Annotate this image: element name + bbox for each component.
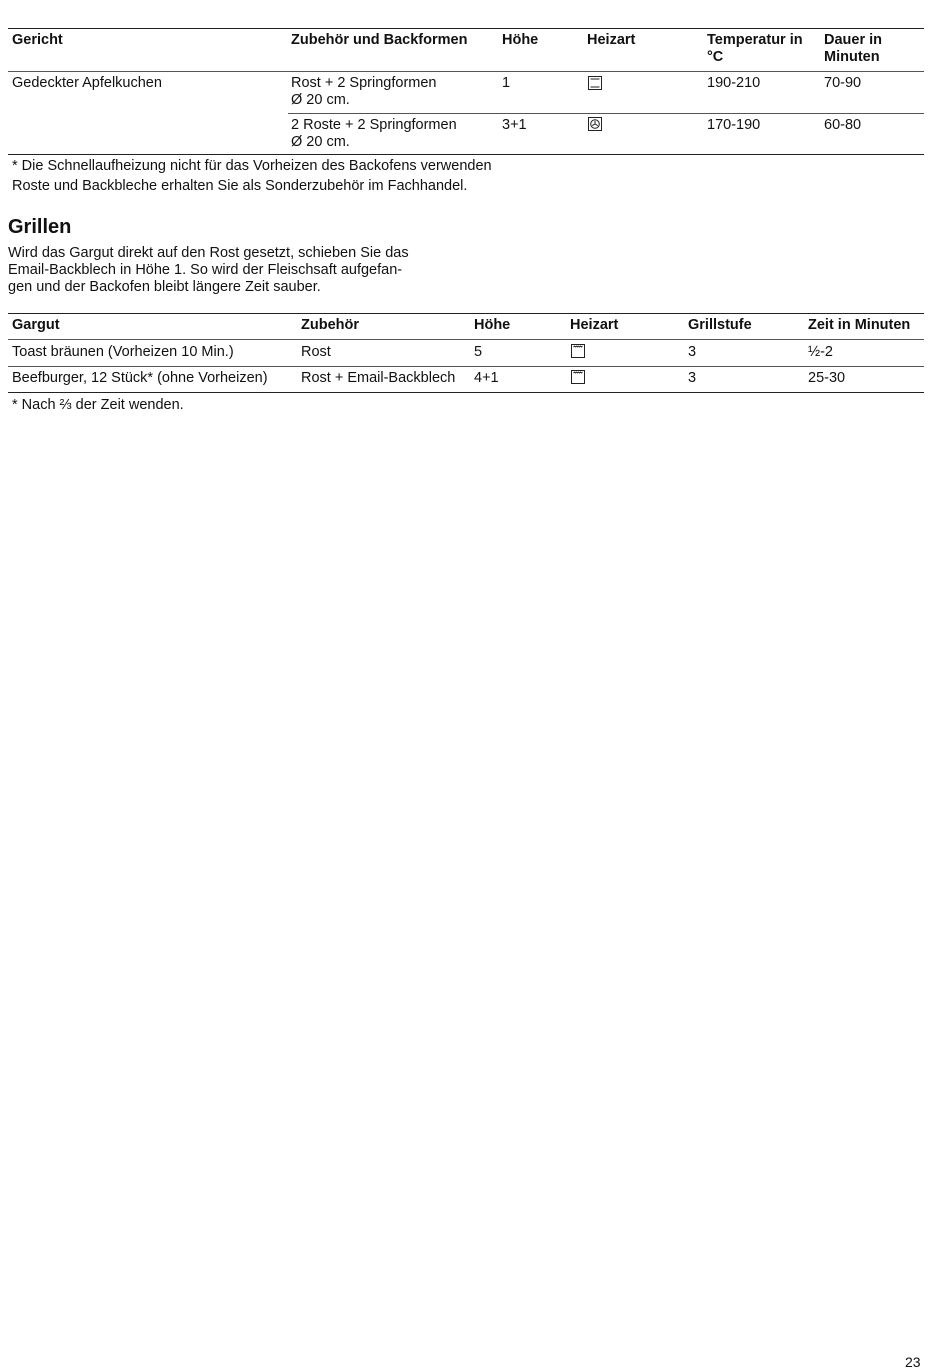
header-dauer-line2: Minuten xyxy=(824,49,880,65)
table-row-temperatur: 170-190 xyxy=(707,117,761,133)
intro-line: gen und der Backofen bleibt längere Zeit sauber. xyxy=(8,279,321,295)
table-row-dauer: 70-90 xyxy=(824,75,862,91)
table-row-grillstufe: 3 xyxy=(688,370,697,386)
page-number: 23 xyxy=(905,1354,921,1370)
table-top-rule xyxy=(8,313,924,314)
header-dauer xyxy=(824,32,882,66)
table-bottom-rule xyxy=(8,154,924,155)
grill-icon xyxy=(571,344,585,358)
grill-icon xyxy=(571,370,585,384)
header-rule xyxy=(8,71,924,72)
table-footnote: * Nach ⅔ der Zeit wenden. xyxy=(12,397,184,413)
table-row-zubehoer: Rost xyxy=(301,344,331,360)
hot-air-fan-icon xyxy=(588,117,602,131)
row-rule xyxy=(8,366,924,367)
table-row-gargut: Beefburger, 12 Stück* (ohne Vorheizen) xyxy=(12,370,268,386)
header-grillstufe: Grillstufe xyxy=(688,317,752,333)
table-footnote: Roste und Backbleche erhalten Sie als Sonderzubehör im Fachhandel. xyxy=(12,178,468,194)
header-rule xyxy=(8,339,924,340)
table-row-hoehe: 4+1 xyxy=(474,370,499,386)
intro-line: Wird das Gargut direkt auf den Rost gesetzt, schieben Sie das xyxy=(8,245,409,261)
section-title: Grillen xyxy=(8,216,72,238)
table-row-temperatur: 190-210 xyxy=(707,75,761,91)
zubehoer-line2: Ø 20 cm. xyxy=(291,92,350,108)
header-heizart: Heizart xyxy=(587,32,636,48)
header-gargut: Gargut xyxy=(12,317,60,333)
header-zubehoer: Zubehör xyxy=(301,317,359,333)
table-row-zubehoer xyxy=(291,117,457,151)
header-heizart: Heizart xyxy=(570,317,619,333)
header-dauer-line1: Dauer in xyxy=(824,32,883,48)
section-intro xyxy=(8,245,458,296)
table-row-zubehoer: Rost + Email-Backblech xyxy=(301,370,456,386)
row-rule xyxy=(288,113,924,114)
table-row-zeit: ½-2 xyxy=(808,344,833,360)
table-row-hoehe: 1 xyxy=(502,75,511,91)
intro-line: Email-Backblech in Höhe 1. So wird der Fleischsaft aufgefan- xyxy=(8,262,403,278)
zubehoer-line1: 2 Roste + 2 Springformen xyxy=(291,117,457,133)
top-bottom-heat-icon xyxy=(588,76,602,90)
table-bottom-rule xyxy=(8,392,924,393)
header-zubehoer: Zubehör und Backformen xyxy=(291,32,468,48)
header-zeit: Zeit in Minuten xyxy=(808,317,911,333)
table-row-zeit: 25-30 xyxy=(808,370,846,386)
table-row-hoehe: 5 xyxy=(474,344,483,360)
table-row-grillstufe: 3 xyxy=(688,344,697,360)
header-hoehe: Höhe xyxy=(502,32,539,48)
table-row-gericht: Gedeckter Apfelkuchen xyxy=(12,75,162,91)
header-temperatur xyxy=(707,32,803,66)
zubehoer-line1: Rost + 2 Springformen xyxy=(291,75,437,91)
header-gericht: Gericht xyxy=(12,32,63,48)
table-row-hoehe: 3+1 xyxy=(502,117,527,133)
zubehoer-line2: Ø 20 cm. xyxy=(291,134,350,150)
header-temperatur-line1: Temperatur in xyxy=(707,32,803,48)
table-row-gargut: Toast bräunen (Vorheizen 10 Min.) xyxy=(12,344,234,360)
header-temperatur-line2: °C xyxy=(707,49,724,65)
table-row-zubehoer xyxy=(291,75,436,109)
table-row-dauer: 60-80 xyxy=(824,117,862,133)
table-top-rule xyxy=(8,28,924,29)
header-hoehe: Höhe xyxy=(474,317,511,333)
table-footnote: * Die Schnellaufheizung nicht für das Vorheizen des Backofens verwenden xyxy=(12,158,492,174)
